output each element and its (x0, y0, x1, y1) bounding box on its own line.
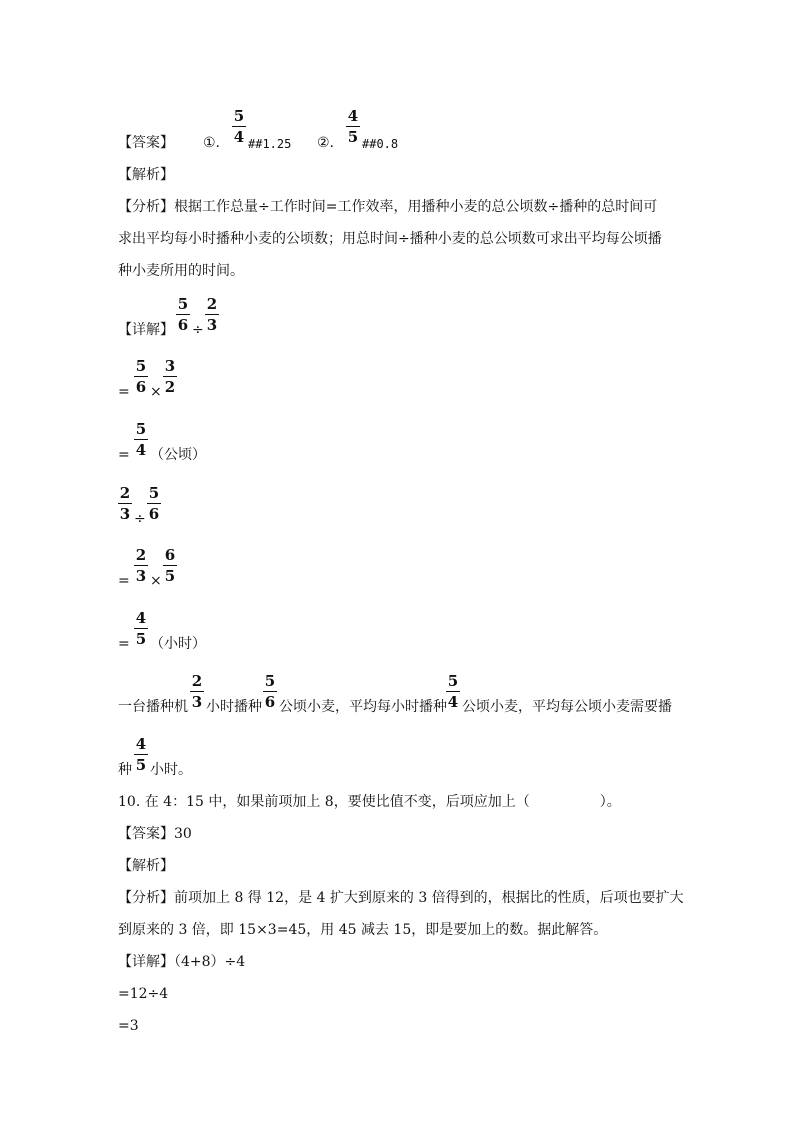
times-sign: × (150, 384, 162, 400)
detail-line-3: =3 (118, 1018, 139, 1034)
unit-hour: （小时） (150, 636, 206, 652)
numerator: 5 (135, 357, 147, 375)
denominator: 6 (177, 316, 189, 334)
denominator: 5 (135, 630, 147, 648)
denominator: 5 (164, 567, 176, 585)
denominator: 3 (119, 505, 131, 523)
fraction (446, 673, 460, 710)
denominator: 5 (135, 756, 147, 774)
answer-1-fraction (232, 108, 246, 145)
fraction (205, 296, 219, 333)
denominator: 6 (148, 505, 160, 523)
conclusion-part-e: 种 (118, 762, 132, 778)
answer-2-prefix: ②. (317, 135, 335, 151)
analysis-line-2: 求出平均每小时播种小麦的公顷数；用总时间÷播种小麦的总公顷数可求出平均每公顷播 (118, 231, 662, 247)
numerator: 4 (135, 735, 147, 753)
numerator: 2 (119, 484, 131, 502)
fraction (134, 736, 148, 773)
question-10: 10. 在 4：15 中，如果前项加上 8，要使比值不变，后项应加上（ ）。 (118, 794, 621, 810)
fraction (134, 358, 148, 395)
fraction (134, 421, 148, 458)
denominator: 6 (264, 693, 276, 711)
numerator: 5 (264, 672, 276, 690)
numerator: 5 (177, 295, 189, 313)
denominator: 3 (191, 693, 203, 711)
fraction (134, 547, 148, 584)
divide-sign: ÷ (134, 511, 146, 527)
fraction (163, 547, 177, 584)
numerator: 5 (233, 107, 245, 125)
denominator: 2 (164, 378, 176, 396)
numerator: 5 (135, 420, 147, 438)
denominator: 4 (135, 441, 147, 459)
answer-2-fraction (346, 108, 360, 145)
conclusion-part-a: 一台播种机 (118, 699, 188, 715)
numerator: 2 (135, 546, 147, 564)
equals-sign: = (118, 636, 130, 652)
answer-1-prefix: ①. (203, 135, 221, 151)
analysis-line-3: 种小麦所用的时间。 (118, 263, 244, 279)
denominator: 3 (135, 567, 147, 585)
fraction (147, 485, 161, 522)
unit-hectare: （公顷） (150, 447, 206, 463)
equals-sign: = (118, 573, 130, 589)
numerator: 3 (164, 357, 176, 375)
fraction (134, 610, 148, 647)
denominator: 5 (347, 128, 359, 146)
analysis-line-1: 【分析】根据工作总量÷工作时间=工作效率，用播种小麦的总公顷数÷播种的总时间可 (118, 199, 658, 215)
answer-1-decimal: ##1.25 (248, 137, 292, 151)
divide-sign: ÷ (192, 322, 204, 338)
analysis-line-2: 到原来的 3 倍，即 15×3=45，用 45 减去 15，即是要加上的数。据此解答。 (118, 922, 608, 938)
numerator: 4 (135, 609, 147, 627)
answer-10: 【答案】30 (118, 826, 192, 842)
detail-line-2: =12÷4 (118, 986, 169, 1002)
conclusion-part-d: 公顷小麦，平均每公顷小麦需要播 (462, 699, 672, 715)
answer-2-decimal: ##0.8 (362, 137, 399, 151)
equals-sign: = (118, 447, 130, 463)
detail-label: 【详解】 (118, 322, 174, 338)
numerator: 5 (447, 672, 459, 690)
analysis-line-1: 【分析】前项加上 8 得 12，是 4 扩大到原来的 3 倍得到的，根据比的性质，后项也要扩大 (118, 890, 684, 906)
numerator: 2 (206, 295, 218, 313)
numerator: 6 (164, 546, 176, 564)
denominator: 4 (233, 128, 245, 146)
conclusion-part-c: 公顷小麦，平均每小时播种 (279, 699, 447, 715)
conclusion-part-f: 小时。 (150, 762, 192, 778)
numerator: 5 (148, 484, 160, 502)
analysis-heading: 【解析】 (118, 858, 174, 874)
fraction (118, 485, 132, 522)
fraction (263, 673, 277, 710)
conclusion-part-b: 小时播种 (206, 699, 262, 715)
answer-label: 【答案】 (118, 135, 174, 151)
fraction (163, 358, 177, 395)
fraction (190, 673, 204, 710)
times-sign: × (150, 573, 162, 589)
equals-sign: = (118, 384, 130, 400)
numerator: 4 (347, 107, 359, 125)
fraction (176, 296, 190, 333)
detail-line-1: 【详解】（4+8）÷4 (118, 954, 246, 970)
analysis-heading: 【解析】 (118, 167, 174, 183)
denominator: 3 (206, 316, 218, 334)
denominator: 4 (447, 693, 459, 711)
numerator: 2 (191, 672, 203, 690)
denominator: 6 (135, 378, 147, 396)
